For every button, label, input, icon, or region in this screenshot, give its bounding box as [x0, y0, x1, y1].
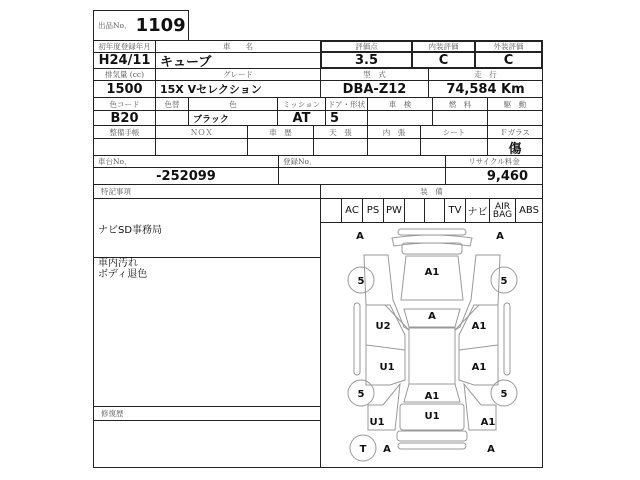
lot-label: 出品No．	[98, 21, 132, 30]
mark-rear-left-fender: U1	[369, 417, 385, 428]
door-value: 5	[325, 110, 368, 126]
mark-rear-right-door: A1	[471, 362, 487, 373]
equip-abs: ABS	[515, 198, 543, 223]
ceiling-label: 天 張	[313, 125, 368, 139]
ext-label: 外装評価	[474, 40, 543, 53]
glass-label: Ｆガラス	[487, 125, 543, 139]
reg-value: H24/11	[93, 52, 156, 69]
mark-hood: A1	[424, 267, 440, 278]
fuel-label: 燃 料	[432, 97, 488, 111]
equip-ac: AC	[341, 198, 363, 223]
door-label: ドア・形状	[325, 97, 368, 111]
mark-windshield: A	[428, 311, 436, 322]
mark-front-left-corner: A	[356, 231, 364, 242]
score-value: 3.5	[320, 51, 413, 69]
nox-label: ＮＯＸ	[155, 125, 248, 139]
mark-rear-right-corner: A	[487, 444, 495, 455]
glass-value: 傷	[487, 138, 543, 156]
int-label: 内装評価	[411, 40, 476, 53]
mileage-label: 走 行	[428, 68, 543, 81]
damage-marks	[356, 231, 507, 455]
name-value: キューブ	[155, 52, 321, 69]
int-value: C	[411, 51, 476, 69]
remarks-label: 特記事項	[93, 184, 321, 199]
mark-back-door: U1	[424, 411, 440, 422]
color-code-value: B20	[93, 110, 156, 126]
note1-text: ナビSD事務局	[98, 224, 163, 236]
mark-spare-tire: T	[359, 444, 367, 455]
mark-front-left-door: U2	[375, 321, 391, 332]
note2b-text: ボディ退色	[98, 269, 148, 280]
name-label: 車 名	[155, 40, 321, 53]
cc-label: 排気量 (cc)	[93, 68, 156, 81]
mission-value: AT	[277, 110, 326, 126]
score-label: 評価点	[320, 40, 413, 53]
equip-ps: PS	[362, 198, 384, 223]
equipment-label: 装 備	[320, 184, 543, 199]
equip-pw: PW	[383, 198, 405, 223]
mark-tire-fr: 5	[500, 276, 508, 287]
mark-rear-left-door: U1	[379, 362, 395, 373]
inner-label: 内 張	[367, 125, 421, 139]
mark-front-right-corner: A	[496, 231, 504, 242]
regno-label: 登録No．	[278, 155, 446, 168]
mark-rear-right-fender: A1	[480, 417, 496, 428]
color-code-label: 色コード	[93, 97, 156, 111]
equip-airbag: AIR BAG	[489, 198, 516, 223]
grade-label: グレード	[155, 68, 321, 81]
mileage-value: 74,584 Km	[428, 80, 543, 98]
note2a-text: 車内汚れ	[98, 258, 138, 269]
chassis-value: -252099	[93, 167, 279, 185]
lot-number: 1109	[135, 15, 186, 36]
model-value: DBA-Z12	[320, 80, 429, 98]
chassis-label: 車台No．	[93, 155, 279, 168]
seat-label: シート	[420, 125, 488, 139]
color-value: ブラック	[188, 110, 278, 126]
model-label: 型 式	[320, 68, 429, 81]
equip-navi: ナビ	[465, 198, 490, 223]
recycle-label: リサイクル料金	[445, 155, 543, 168]
mark-rear-glass: A1	[424, 391, 440, 402]
mark-front-right-door: A1	[471, 321, 487, 332]
drive-label: 駆 動	[487, 97, 543, 111]
color-label: 色	[188, 97, 278, 111]
equip-tv: TV	[444, 198, 466, 223]
mark-tire-fl: 5	[357, 276, 365, 287]
mission-label: ミッション	[277, 97, 326, 111]
mark-rear-left-corner: A	[383, 444, 391, 455]
cc-value: 1500	[93, 80, 156, 98]
repair-label: 修復歴	[93, 406, 321, 421]
recycle-value: 9,460	[445, 167, 543, 185]
inspection-label: 車 検	[367, 97, 433, 111]
reg-label: 初年度登録年月	[93, 40, 156, 53]
history-label: 車 歴	[247, 125, 314, 139]
repaint-label: 色替	[155, 97, 189, 111]
mark-tire-rl: 5	[357, 389, 365, 400]
manual-label: 整備手帳	[93, 125, 156, 139]
ext-value: C	[474, 51, 543, 69]
mark-tire-rr: 5	[500, 389, 508, 400]
grade-value: 15X Vセレクション	[155, 80, 321, 98]
